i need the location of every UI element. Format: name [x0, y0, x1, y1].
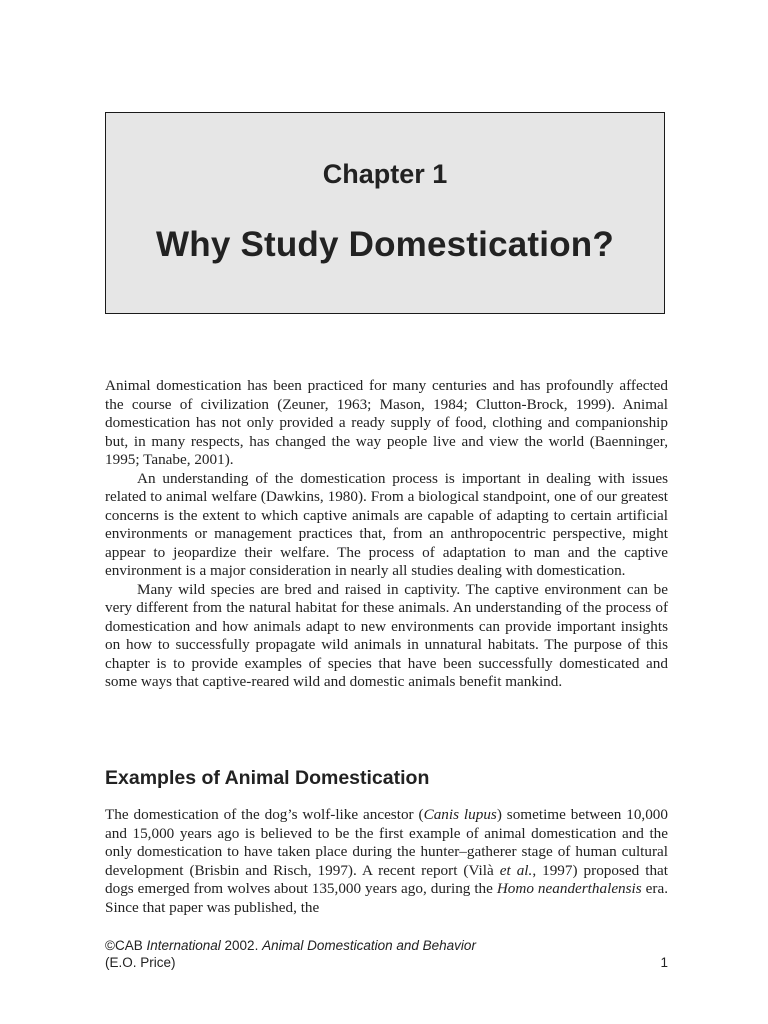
text-run: ) sometime between 10,000 and 15,000 years ago is believed to be the first example of animal domestication and the only domestication to have taken place during the hunter–gatherer stage of human cultural development (Brisbin and Risch, 1997). A recent report (Vilà — [105, 806, 668, 879]
examples-paragraph-1 — [105, 806, 668, 917]
footer-citation — [105, 937, 668, 954]
year: 2002. — [220, 938, 263, 953]
examples-section — [105, 806, 668, 917]
species-name-canis: Canis lupus — [423, 806, 497, 823]
page-footer — [105, 937, 668, 971]
intro-paragraph-1: Animal domestication has been practiced for many centuries and has profoundly affected the course of civilization (Zeuner, 1963; Mason, 1984; Clutton-Brock, 1999). Animal domestication has not only provided a ready supply of food, clothing and companionship but, in many respects, has changed the way people live and view the world (Baenninger, 1995; Tanabe, 2001). — [105, 377, 668, 468]
chapter-number: Chapter 1 — [322, 159, 448, 189]
book-title: Animal Domestication and Behavior — [262, 938, 476, 953]
section-heading: Examples of Animal Domestication — [105, 767, 430, 789]
footer-line-2 — [105, 954, 668, 971]
copyright: ©CAB — [105, 938, 147, 953]
page-number: 1 — [660, 955, 668, 970]
text-run: era. Since that paper was published, the — [105, 880, 668, 916]
text-run: The domestication of the dog’s wolf-like ancestor ( — [105, 806, 424, 823]
text-run: , 1997) proposed that dogs emerged from wolves about 135,000 years ago, during the — [105, 861, 668, 897]
author: (E.O. Price) — [105, 955, 176, 970]
intro-paragraph-3: Many wild species are bred and raised in captivity. The captive environment can be very different from the natural habitat for these animals. An understanding of the process of domestication and how animals adapt to new environments can provide important insights on how to successfully propagate wild animals in unnatural habitats. The purpose of this chapter is to provide examples of species that have been successfully domesticated and some ways that captive-reared wild and domestic animals benefit mankind. — [105, 580, 668, 690]
chapter-header-box — [105, 112, 665, 314]
et-al: et al. — [499, 861, 533, 879]
chapter-title: Why Study Domestication? — [156, 225, 614, 264]
intro-section — [105, 377, 668, 692]
publisher-international: International — [146, 938, 221, 953]
intro-paragraph-2: An understanding of the domestication process is important in dealing with issues related to animal welfare (Dawkins, 1980). From a biological standpoint, one of our greatest concerns is the extent to which captive animals are capable of adapting to certain artificial environments or management practices that, from an anthropocentric perspective, might appear to jeopardize their welfare. The process of adaptation to man and the captive environment is a major consideration in nearly all studies dealing with domestication. — [105, 469, 668, 579]
species-name-homo: Homo neanderthalensis — [496, 880, 642, 897]
